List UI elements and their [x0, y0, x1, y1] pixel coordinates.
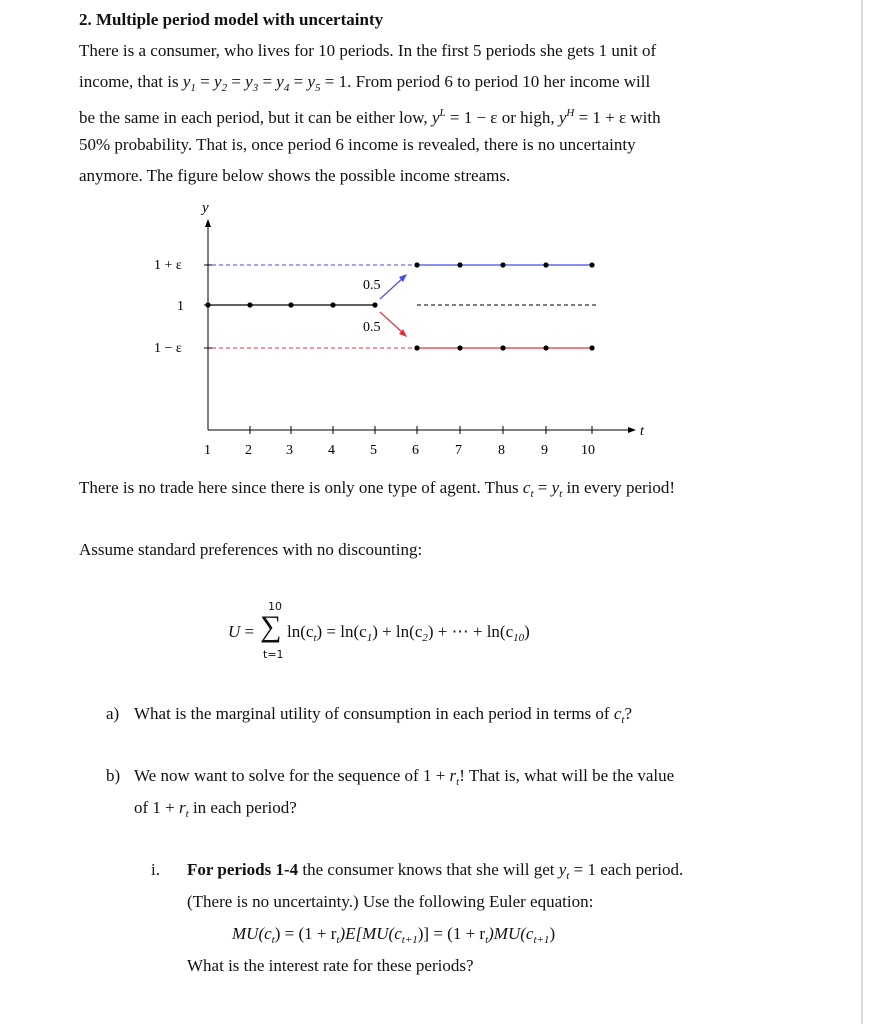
level-label-low: 1 − ε [154, 341, 182, 356]
question-a-label: a) [106, 704, 120, 723]
point-base-4 [330, 302, 335, 307]
page-edge [861, 0, 863, 1024]
no-trade-sentence: There is no trade here since there is only one type of agent. Thus $c_t = y_t$ in every period! [79, 478, 676, 500]
point-base-3 [288, 302, 293, 307]
point-high-8 [500, 262, 505, 267]
question-b-label: b) [106, 766, 121, 785]
x-tick-label: 3 [286, 443, 293, 458]
question-b-line-1: We now want to solve for the sequence of $1 + r_t$! That is, what will be the value [134, 766, 675, 788]
income-streams-figure [140, 192, 670, 462]
utility-rhs: $\ln(c_t) = \ln(c_1) + \ln(c_2)$ + ⋯ + $\ln(c_{10})$ [287, 622, 530, 644]
point-low-9 [543, 345, 548, 350]
x-axis-arrow [628, 427, 636, 433]
question-i-line-3: What is the interest rate for these periods? [187, 956, 474, 975]
intro-line-4: 50% probability. That is, once period 6 income is revealed, there is no uncertainty [79, 135, 636, 154]
branch-arrow-down [380, 312, 403, 333]
intro-line-5: anymore. The figure below shows the possible income streams. [79, 166, 511, 185]
intro-line-3: be the same in each period, but it can be either low, $y^L = 1 - \varepsilon$ or high, $y^H = 1 + \varepsilon$ with [79, 107, 661, 127]
x-tick-labels [204, 443, 595, 458]
level-label-one: 1 [177, 299, 184, 314]
y-axis-arrow [205, 219, 211, 227]
point-high-9 [543, 262, 548, 267]
point-high-7 [457, 262, 462, 267]
euler-equation: $MU(c_t) = (1 + r_t)E[MU(c_{t+1})] = (1 + r_t)MU(c_{t+1})$ [232, 924, 556, 946]
y-axis-label: y [202, 200, 209, 216]
x-tick-label: 2 [245, 443, 252, 458]
question-i-line-2: (There is no uncertainty.) Use the following Euler equation: [187, 892, 594, 911]
point-high-6 [414, 262, 419, 267]
intro-line-2: income, that is $y_1 = y_2 = y_3 = y_4 = y_5 = 1$. From period 6 to period 10 her income will [79, 72, 651, 94]
prob-up-label: 0.5 [363, 278, 381, 293]
point-high-10 [589, 262, 594, 267]
x-tick-label: 7 [455, 443, 462, 458]
utility-lhs: U = [228, 622, 255, 641]
point-base-5 [372, 302, 377, 307]
point-low-6 [414, 345, 419, 350]
point-low-8 [500, 345, 505, 350]
preferences-sentence: Assume standard preferences with no discounting: [79, 540, 423, 559]
question-b-line-2: of $1 + r_t$ in each period? [134, 798, 297, 820]
x-tick-label: 5 [370, 443, 377, 458]
x-tick-label: 6 [412, 443, 419, 458]
sum-upper-limit: 10 [268, 600, 282, 613]
question-i-label: i. [151, 860, 160, 879]
x-tick-label: 10 [581, 443, 595, 458]
point-base-1 [205, 302, 210, 307]
point-low-10 [589, 345, 594, 350]
x-tick-label: 9 [541, 443, 548, 458]
x-axis-label: t [640, 424, 644, 439]
sum-lower-limit: t=1 [263, 648, 284, 661]
question-i-line-1: For periods 1-4 the consumer knows that she will get $y_t = 1$ each period. [187, 860, 684, 882]
point-low-7 [457, 345, 462, 350]
section-heading: 2. Multiple period model with uncertainty [79, 10, 384, 29]
branch-arrow-up [380, 278, 403, 299]
x-tick-label: 4 [328, 443, 335, 458]
point-base-2 [247, 302, 252, 307]
prob-down-label: 0.5 [363, 320, 381, 335]
level-label-high: 1 + ε [154, 258, 182, 273]
intro-line-1: There is a consumer, who lives for 10 periods. In the first 5 periods she gets 1 unit of [79, 41, 657, 60]
question-a-text: What is the marginal utility of consumption in each period in terms of $c_t$? [134, 704, 632, 726]
x-tick-label: 1 [204, 443, 211, 458]
x-tick-label: 8 [498, 443, 505, 458]
sum-symbol: ∑ [260, 610, 282, 643]
